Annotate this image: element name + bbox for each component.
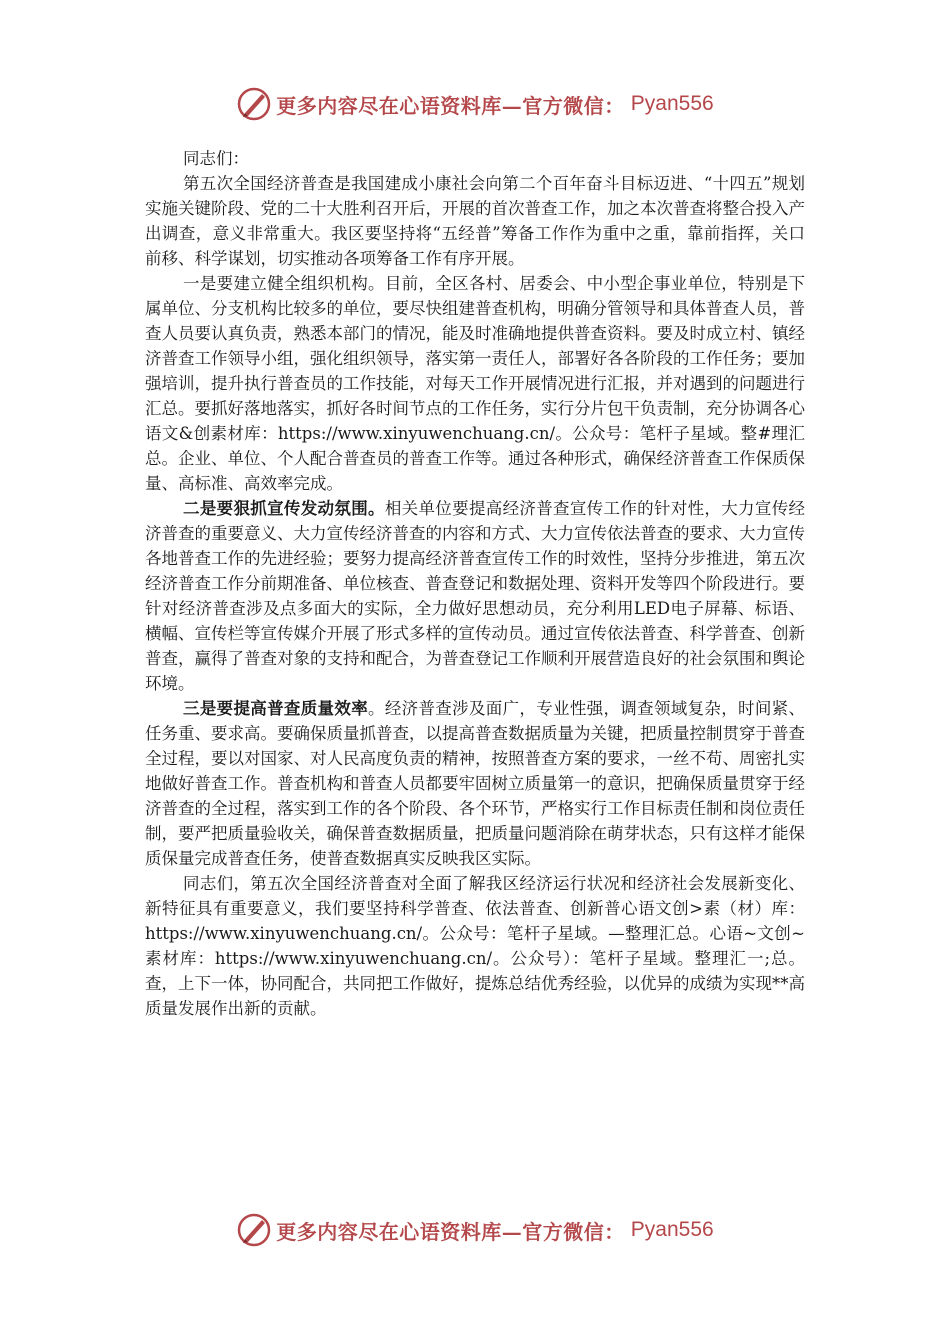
paragraph-closing: 同志们，第五次全国经济普查对全面了解我区经济运行状况和经济社会发展新变化、新特征具有重要意义，我们要坚持科学普查、依法普查、创新普心语文创>素（材）库：https://www.xinyuwenchuang.cn/。公众号：笔杆子星域。—整理汇总。心语~文创~素材库：https://www.xinyuwenchuang.cn/。公众号）：笔杆子星域。整理汇一;总。查，上下一体，协同配合，共同把工作做好，提炼总结优秀经验，以优异的成绩为实现**高质量发展作出新的贡献。 — [145, 874, 805, 1018]
paragraph-text: 。经济普查涉及面广，专业性强，调查领域复杂，时间紧、任务重、要求高。要确保质量抓普查，以提高普查数据质量为关键，把质量控制贯穿于普查全过程，要以对国家、对人民高度负责的精神，按照普查方案的要求，一丝不苟、周密扎实地做好普查工作。普查机构和普查人员都要牢固树立质量第一的意识，把确保质量贯穿于经济普查的全过程，落实到工作的各个阶段、各个环节，严格实行工作目标责任制和岗位责任制，要严把质量验收关，确保普查数据质量，把质量问题消除在萌芽状态，只有这样才能保质保量完成普查任务，使普查数据真实反映我区实际。 — [145, 699, 806, 868]
paragraph-text: 目前，全区各村、居委会、中小型企事业单位，特别是下属单位、分支机构比较多的单位，要尽快组建普查机构，明确分管领导和具体普查人员，普查人员要认真负责，熟悉本部门的情况，能及时准确地提供普查资料。要及时成立村、镇经济普查工作领导小组，强化组织领导，落实第一责任人，部署好各各阶段的工作任务；要加强培训，提升执行普查员的工作技能，对每天工作开展情况进行汇报，并对遇到的问题进行汇总。要抓好落地落实，抓好各时间节点的工作任务，实行分片包干负责制，充分协调各心语文&创素材库：https://www.xinyuwenchuang.cn/。公众号：笔杆子星域。整#理汇总。企业、单位、个人配合普查员的普查工作等。通过各种形式，确保经济普查工作保质保量、高标准、高效率完成。 — [145, 274, 806, 493]
header-banner — [0, 84, 950, 124]
paragraph-heading: 二是要狠抓宣传发动氛围。 — [183, 499, 385, 518]
salutation: 同志们： — [183, 149, 249, 168]
banner-text: 更多内容尽在心语资料库—官方微信： — [276, 1219, 625, 1244]
wechat-id: Pyan556 — [630, 1218, 714, 1241]
document-body — [145, 146, 805, 1021]
pen-logo-icon — [236, 1212, 272, 1248]
paragraph-text: 相关单位要提高经济普查宣传工作的针对性，大力宣传经济普查的重要意义、大力宣传经济普查的内容和方式、大力宣传依法普查的要求、大力宣传各地普查工作的先进经验；要努力提高经济普查宣传工作的时效性，坚持分步推进，第五次经济普查工作分前期准备、单位核查、普查登记和数据处理、资料开发等四个阶段进行。要针对经济普查涉及点多面大的实际，全力做好思想动员，充分利用LED电子屏幕、标语、横幅、宣传栏等宣传媒介开展了形式多样的宣传动员。通过宣传依法普查、科学普查、创新普查，赢得了普查对象的支持和配合，为普查登记工作顺利开展营造良好的社会氛围和舆论环境。 — [145, 499, 806, 693]
banner-text: 更多内容尽在心语资料库—官方微信： — [276, 93, 625, 118]
footer-banner — [0, 1210, 950, 1250]
paragraph-intro: 第五次全国经济普查是我国建成小康社会向第二个百年奋斗目标迈进、“十四五”规划实施关键阶段、党的二十大胜利召开后，开展的首次普查工作，加之本次普查将整合投入产出调查，意义非常重大。我区要坚持将“五经普”筹备工作作为重中之重，靠前指挥，关口前移、科学谋划，切实推动各项筹备工作有序开展。 — [145, 174, 805, 268]
paragraph-quality — [145, 696, 805, 871]
paragraph-heading: 三是要提高普查质量效率 — [183, 699, 369, 718]
paragraph-publicity — [145, 496, 805, 696]
pen-logo-icon — [236, 86, 272, 122]
paragraph-heading: 一是要建立健全组织机构。 — [183, 274, 385, 293]
wechat-id: Pyan556 — [630, 92, 714, 115]
paragraph-organization — [145, 271, 805, 496]
